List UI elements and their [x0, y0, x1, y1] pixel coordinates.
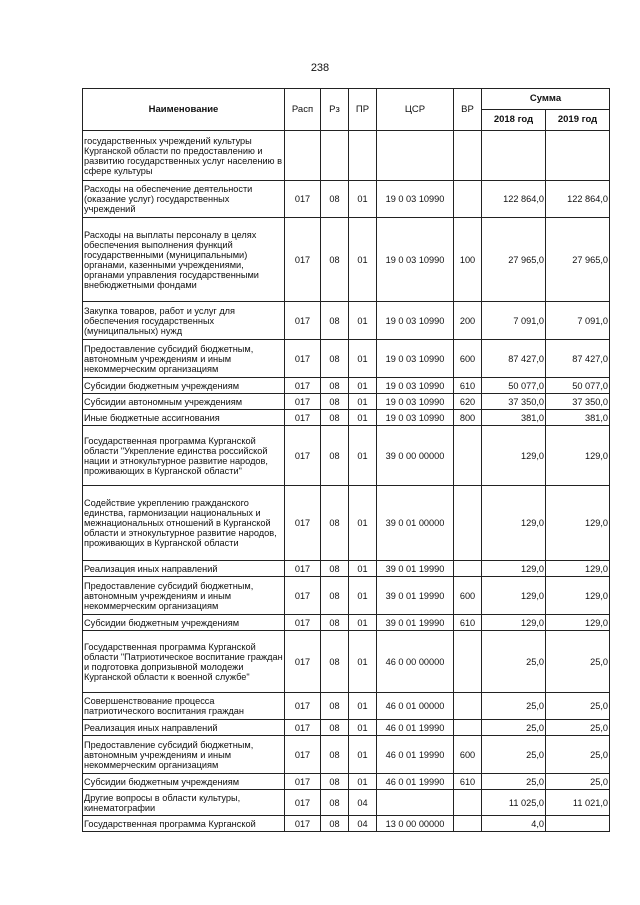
cell-pr: 01	[349, 394, 377, 410]
cell-amount-2018: 25,0	[482, 693, 546, 720]
cell-amount-2018: 50 077,0	[482, 378, 546, 394]
table-row	[83, 561, 610, 577]
cell-rz: 08	[321, 378, 349, 394]
cell-vr	[454, 181, 482, 218]
cell-rasp: 017	[285, 378, 321, 394]
cell-csr: 46 0 01 19990	[377, 720, 454, 736]
cell-pr: 01	[349, 693, 377, 720]
cell-amount-2019: 37 350,0	[546, 394, 610, 410]
cell-name: Другие вопросы в области культуры, кинематографии	[83, 790, 285, 816]
cell-vr	[454, 631, 482, 693]
cell-vr: 610	[454, 378, 482, 394]
cell-rz: 08	[321, 426, 349, 486]
cell-csr: 39 0 01 19990	[377, 561, 454, 577]
cell-amount-2019: 7 091,0	[546, 302, 610, 340]
cell-pr: 01	[349, 577, 377, 615]
cell-csr: 39 0 00 00000	[377, 426, 454, 486]
cell-rasp: 017	[285, 302, 321, 340]
header-sum: Сумма	[482, 89, 610, 110]
cell-pr: 04	[349, 816, 377, 832]
cell-rz: 08	[321, 790, 349, 816]
cell-pr: 01	[349, 720, 377, 736]
cell-rasp: 017	[285, 631, 321, 693]
cell-rz: 08	[321, 693, 349, 720]
cell-rasp: 017	[285, 816, 321, 832]
cell-amount-2018: 129,0	[482, 577, 546, 615]
cell-pr: 01	[349, 378, 377, 394]
cell-name: Иные бюджетные ассигнования	[83, 410, 285, 426]
cell-pr: 01	[349, 302, 377, 340]
cell-amount-2018: 27 965,0	[482, 218, 546, 302]
table-row	[83, 410, 610, 426]
cell-amount-2018: 87 427,0	[482, 340, 546, 378]
header-rz: Рз	[321, 89, 349, 131]
cell-csr: 19 0 03 10990	[377, 302, 454, 340]
cell-rz: 08	[321, 720, 349, 736]
cell-rz: 08	[321, 218, 349, 302]
budget-table	[82, 88, 610, 832]
cell-csr: 46 0 01 19990	[377, 774, 454, 790]
cell-vr	[454, 561, 482, 577]
cell-name: Предоставление субсидий бюджетным, автономным учреждениям и иным некоммерческим организациям	[83, 736, 285, 774]
cell-name: Содействие укреплению гражданского единства, гармонизации национальных и межнациональных отношений в Курганской области и этнокультурное развитие народов, проживающих в Курганской области	[83, 486, 285, 561]
table-row	[83, 340, 610, 378]
cell-name: Расходы на выплаты персоналу в целях обеспечения выполнения функций государственными (муниципальными) органами, казенными учреждениями, органами управления государственными внебюджетными фондами	[83, 218, 285, 302]
table-row	[83, 736, 610, 774]
cell-rasp: 017	[285, 486, 321, 561]
cell-vr: 100	[454, 218, 482, 302]
cell-name: Расходы на обеспечение деятельности (оказание услуг) государственных учреждений	[83, 181, 285, 218]
cell-rz: 08	[321, 181, 349, 218]
table-body	[83, 131, 610, 832]
cell-amount-2018: 25,0	[482, 720, 546, 736]
header-pr: ПР	[349, 89, 377, 131]
cell-name: Совершенствование процесса патриотического воспитания граждан	[83, 693, 285, 720]
cell-amount-2019	[546, 816, 610, 832]
cell-vr	[454, 486, 482, 561]
cell-name: Реализация иных направлений	[83, 720, 285, 736]
cell-csr: 19 0 03 10990	[377, 394, 454, 410]
table-row	[83, 631, 610, 693]
table-row	[83, 218, 610, 302]
cell-vr: 620	[454, 394, 482, 410]
table-row	[83, 131, 610, 181]
cell-rasp: 017	[285, 394, 321, 410]
cell-csr	[377, 131, 454, 181]
cell-amount-2019: 11 021,0	[546, 790, 610, 816]
cell-rz: 08	[321, 816, 349, 832]
cell-amount-2019: 122 864,0	[546, 181, 610, 218]
cell-amount-2018: 129,0	[482, 561, 546, 577]
cell-pr: 01	[349, 736, 377, 774]
cell-name: Реализация иных направлений	[83, 561, 285, 577]
cell-pr: 04	[349, 790, 377, 816]
header-year-2019: 2019 год	[546, 110, 610, 131]
header-vr: ВР	[454, 89, 482, 131]
table-row	[83, 720, 610, 736]
cell-amount-2018: 381,0	[482, 410, 546, 426]
table-row	[83, 486, 610, 561]
cell-rasp: 017	[285, 410, 321, 426]
cell-vr	[454, 720, 482, 736]
cell-pr	[349, 131, 377, 181]
cell-vr	[454, 790, 482, 816]
table-row	[83, 693, 610, 720]
cell-rasp: 017	[285, 720, 321, 736]
cell-csr: 46 0 01 00000	[377, 693, 454, 720]
cell-amount-2019: 381,0	[546, 410, 610, 426]
cell-pr: 01	[349, 218, 377, 302]
cell-vr: 200	[454, 302, 482, 340]
cell-name: Государственная программа Курганской	[83, 816, 285, 832]
cell-pr: 01	[349, 486, 377, 561]
cell-csr: 19 0 03 10990	[377, 181, 454, 218]
cell-rz: 08	[321, 394, 349, 410]
cell-csr: 19 0 03 10990	[377, 218, 454, 302]
cell-amount-2018: 37 350,0	[482, 394, 546, 410]
cell-rz	[321, 131, 349, 181]
header-year-2018: 2018 год	[482, 110, 546, 131]
cell-rz: 08	[321, 774, 349, 790]
cell-csr: 39 0 01 00000	[377, 486, 454, 561]
cell-amount-2019: 129,0	[546, 615, 610, 631]
cell-pr: 01	[349, 181, 377, 218]
cell-amount-2019: 25,0	[546, 720, 610, 736]
table-row	[83, 790, 610, 816]
cell-amount-2019: 25,0	[546, 631, 610, 693]
cell-rasp: 017	[285, 736, 321, 774]
cell-rz: 08	[321, 410, 349, 426]
cell-pr: 01	[349, 631, 377, 693]
cell-pr: 01	[349, 615, 377, 631]
cell-amount-2018: 129,0	[482, 426, 546, 486]
cell-rasp	[285, 131, 321, 181]
cell-rasp: 017	[285, 426, 321, 486]
cell-name: Предоставление субсидий бюджетным, автономным учреждениям и иным некоммерческим организациям	[83, 577, 285, 615]
cell-rz: 08	[321, 486, 349, 561]
cell-rasp: 017	[285, 774, 321, 790]
header-name: Наименование	[83, 89, 285, 131]
table-row	[83, 302, 610, 340]
cell-rasp: 017	[285, 561, 321, 577]
cell-amount-2018: 129,0	[482, 615, 546, 631]
cell-amount-2018: 122 864,0	[482, 181, 546, 218]
cell-csr: 46 0 00 00000	[377, 631, 454, 693]
cell-name: Предоставление субсидий бюджетным, автономным учреждениям и иным некоммерческим организациям	[83, 340, 285, 378]
table-row	[83, 816, 610, 832]
cell-amount-2018: 25,0	[482, 736, 546, 774]
cell-pr: 01	[349, 340, 377, 378]
page-number: 238	[310, 62, 330, 74]
cell-csr	[377, 790, 454, 816]
cell-vr	[454, 131, 482, 181]
cell-vr	[454, 816, 482, 832]
cell-amount-2018: 25,0	[482, 631, 546, 693]
table-row	[83, 615, 610, 631]
cell-rz: 08	[321, 577, 349, 615]
cell-vr: 610	[454, 774, 482, 790]
table-row	[83, 378, 610, 394]
cell-amount-2018: 25,0	[482, 774, 546, 790]
cell-amount-2019: 129,0	[546, 561, 610, 577]
cell-vr: 600	[454, 736, 482, 774]
cell-pr: 01	[349, 410, 377, 426]
header-rasp: Расп	[285, 89, 321, 131]
cell-vr: 600	[454, 577, 482, 615]
cell-amount-2019: 129,0	[546, 426, 610, 486]
cell-csr: 39 0 01 19990	[377, 615, 454, 631]
cell-name: Субсидии бюджетным учреждениям	[83, 774, 285, 790]
cell-amount-2019: 129,0	[546, 577, 610, 615]
cell-amount-2019: 25,0	[546, 736, 610, 774]
cell-rasp: 017	[285, 577, 321, 615]
cell-csr: 19 0 03 10990	[377, 378, 454, 394]
cell-vr: 610	[454, 615, 482, 631]
cell-amount-2019	[546, 131, 610, 181]
cell-rz: 08	[321, 340, 349, 378]
cell-name: Субсидии автономным учреждениям	[83, 394, 285, 410]
cell-amount-2019: 87 427,0	[546, 340, 610, 378]
cell-name: Закупка товаров, работ и услуг для обеспечения государственных (муниципальных) нужд	[83, 302, 285, 340]
cell-rz: 08	[321, 631, 349, 693]
cell-pr: 01	[349, 774, 377, 790]
cell-rz: 08	[321, 615, 349, 631]
cell-csr: 46 0 01 19990	[377, 736, 454, 774]
cell-vr	[454, 693, 482, 720]
cell-amount-2018	[482, 131, 546, 181]
cell-csr: 39 0 01 19990	[377, 577, 454, 615]
cell-amount-2018: 129,0	[482, 486, 546, 561]
cell-amount-2018: 4,0	[482, 816, 546, 832]
cell-vr: 600	[454, 340, 482, 378]
cell-rz: 08	[321, 561, 349, 577]
cell-name: Субсидии бюджетным учреждениям	[83, 378, 285, 394]
cell-pr: 01	[349, 561, 377, 577]
cell-name: Государственная программа Курганской области "Укрепление единства российской нации и этнокультурное развитие народов, проживающих в Курганской области"	[83, 426, 285, 486]
cell-amount-2018: 7 091,0	[482, 302, 546, 340]
cell-rz: 08	[321, 736, 349, 774]
cell-rasp: 017	[285, 181, 321, 218]
cell-rasp: 017	[285, 340, 321, 378]
table-row	[83, 394, 610, 410]
cell-name: Субсидии бюджетным учреждениям	[83, 615, 285, 631]
cell-amount-2019: 129,0	[546, 486, 610, 561]
cell-vr: 800	[454, 410, 482, 426]
cell-amount-2019: 25,0	[546, 774, 610, 790]
table-row	[83, 426, 610, 486]
cell-amount-2019: 25,0	[546, 693, 610, 720]
cell-name: государственных учреждений культуры Курганской области по предоставлению и развитию государственных услуг населению в сфере культуры	[83, 131, 285, 181]
cell-csr: 19 0 03 10990	[377, 410, 454, 426]
table-row	[83, 774, 610, 790]
cell-csr: 13 0 00 00000	[377, 816, 454, 832]
cell-rasp: 017	[285, 693, 321, 720]
cell-rz: 08	[321, 302, 349, 340]
header-csr: ЦСР	[377, 89, 454, 131]
cell-rasp: 017	[285, 790, 321, 816]
cell-rasp: 017	[285, 615, 321, 631]
table-row	[83, 577, 610, 615]
cell-pr: 01	[349, 426, 377, 486]
cell-csr: 19 0 03 10990	[377, 340, 454, 378]
cell-name: Государственная программа Курганской области "Патриотическое воспитание граждан и подготовка допризывной молодежи Курганской области к военной службе"	[83, 631, 285, 693]
cell-amount-2019: 27 965,0	[546, 218, 610, 302]
cell-rasp: 017	[285, 218, 321, 302]
cell-amount-2019: 50 077,0	[546, 378, 610, 394]
cell-amount-2018: 11 025,0	[482, 790, 546, 816]
table-row	[83, 181, 610, 218]
cell-vr	[454, 426, 482, 486]
